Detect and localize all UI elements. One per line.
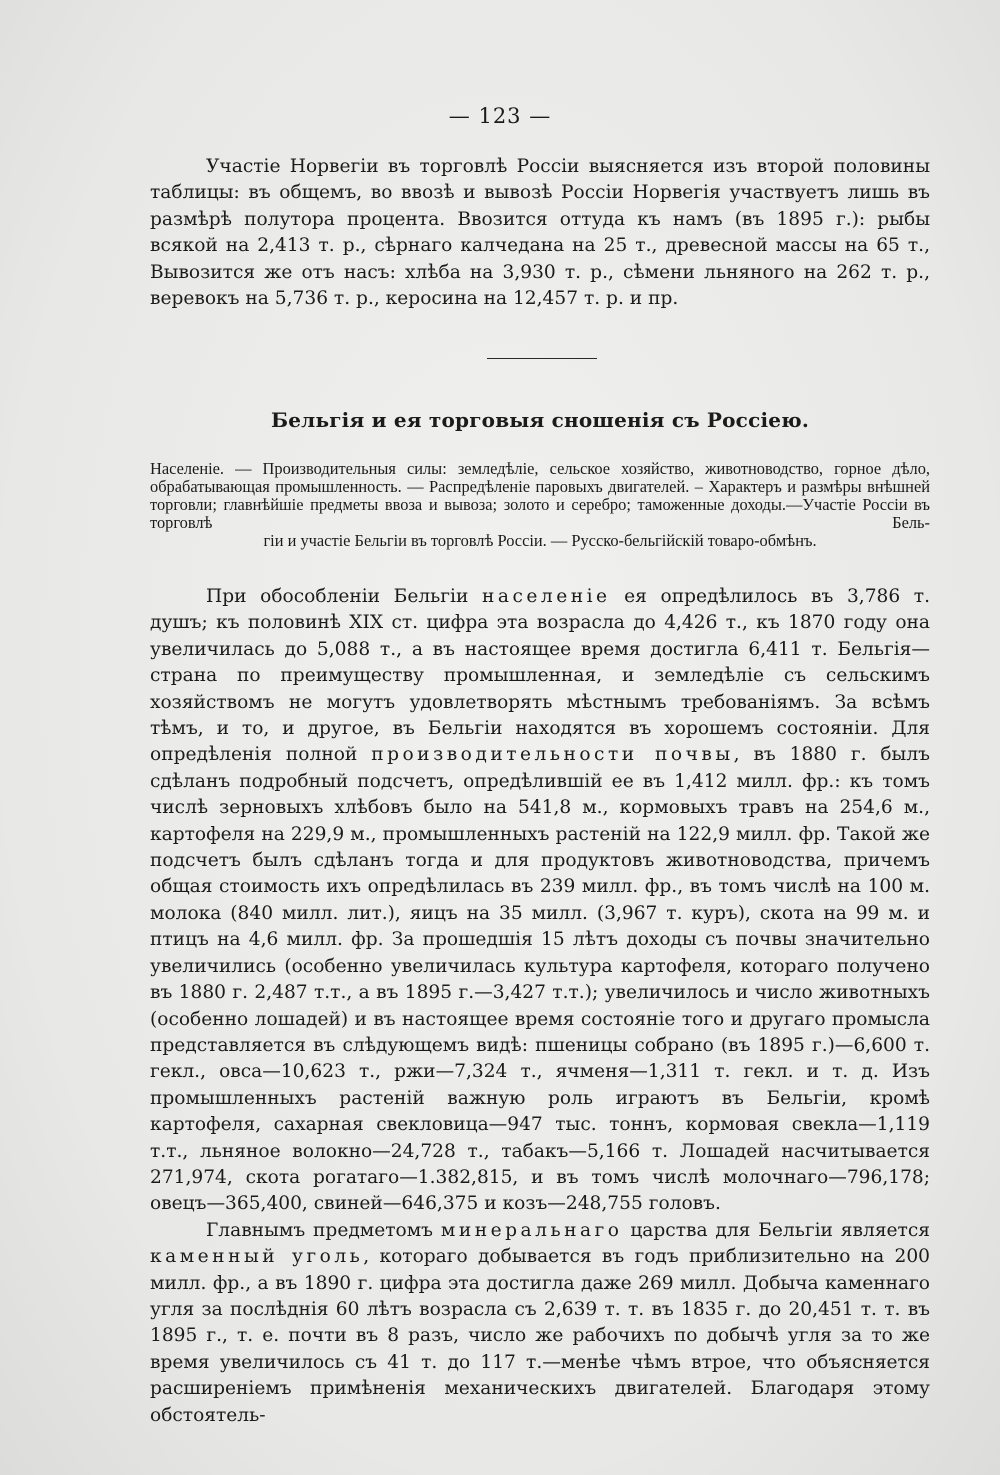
- intro-paragraph: Участіе Норвегіи въ торговлѣ Россіи выясняется изъ второй половины таблицы: въ общемъ, во ввозѣ и вывозѣ Россіи Норвегія участвуетъ лишь въ размѣрѣ полутора процента. Ввозится оттуда къ намъ (въ 1895 г.): рыбы всякой на 2,413 т. р., сѣрнаго калчедана на 25 т., древесной массы на 65 т., Вывозится же отъ насъ: хлѣба на 3,930 т. р., сѣмени льняного на 262 т. р., веревокъ на 5,736 т. р., керосина на 12,457 т. р. и пр.: [150, 156, 930, 310]
- body-paragraph-population: [150, 584, 930, 1218]
- para2-spaced-term-a: минеральнаго: [440, 1219, 623, 1241]
- section-summary: [150, 460, 930, 550]
- para1-text-b: ея опредѣлилось въ 3,786 т. душъ; къ половинѣ XIX ст. цифра эта возрасла до 4,426 т., къ 1870 году она увеличилась до 5,088 т., а въ настоящее время достигла 6,411 т. Бельгія—страна по преимуществу промышленная, и земледѣліе съ сельскимъ хозяйствомъ не могутъ удовлетворять мѣстнымъ требованіямъ. За всѣмъ тѣмъ, и то, и другое, въ Бельгіи находятся въ хорошемъ состояніи. Для опредѣленія полной: [150, 586, 930, 766]
- para2-spaced-term-b: каменный уголь: [150, 1246, 364, 1268]
- para1-text-c: , въ 1880 г. былъ сдѣланъ подробный подсчетъ, опредѣлившій ее въ 1,412 милл. фр.: къ томъ числѣ зерновыхъ хлѣбовъ было на 541,8 м., кормовыхъ травъ на 254,6 м., картофеля на 229,9 м., промышленныхъ растеній на 122,9 милл. фр. Такой же подсчетъ былъ сдѣланъ тогда и для продуктовъ животноводства, причемъ общая стоимость ихъ опредѣлилась въ 239 милл. фр., въ томъ числѣ на 100 м. молока (840 милл. лит.), яицъ на 35 милл. (3,967 т. куръ), скота на 99 м. и птицъ на 4,6 милл. фр. За прошедшія 15 лѣтъ доходы съ почвы значительно увеличились (особенно увеличилась культура картофеля, котораго получено въ 1880 г. 2,487 т.т., а въ 1895 г.—3,427 т.т.); увеличилось и число животныхъ (особенно лошадей) и въ настоящее время состояніе того и другаго промысла представляется въ слѣдующемъ видѣ: пшеницы собрано (въ 1895 г.)—6,600 т. гекл., овса—10,623 т., ржи—7,324 т., ячменя—1,311 т. гекл. и т. д. Изъ промышленныхъ растеній важную роль играютъ въ Бельгіи, кромѣ картофеля, сахарная свекловица—947 тыс. тоннъ, кормовая свекла—1,119 т.т., льняное волокно—24,728 т., табакъ—5,166 т. Лошадей насчитывается 271,974, скота рогатаго—1.382,815, и въ томъ числѣ молочнаго—796,178; овецъ—365,400, свиней—646,375 и козъ—248,755 головъ.: [150, 744, 930, 1215]
- summary-text: Населеніе. — Производительныя силы: земледѣліе, сельское хозяйство, животноводство, горное дѣло, обрабатывающая промышленность. — Распредѣленіе паровыхъ двигателей. – Характеръ и размѣры внѣшней торговли; главнѣйшіе предметы ввоза и вывоза; золото и серебро; таможенные доходы.—Участіе Россіи въ торговлѣ Бель-: [150, 459, 930, 532]
- para1-spaced-term-b: производительности почвы: [371, 744, 734, 766]
- page-number: — 123 —: [448, 104, 552, 128]
- section-divider: [487, 358, 597, 359]
- para2-text-a: Главнымъ предметомъ: [206, 1219, 441, 1241]
- body-paragraph-minerals: [150, 1218, 930, 1429]
- para2-text-b: царства для Бельгіи является: [622, 1219, 930, 1241]
- main-body: [150, 584, 930, 1429]
- para1-spaced-term-a: населеніе: [481, 586, 611, 607]
- summary-last-line: гіи и участіе Бельгіи въ торговлѣ Россіи. — Русско-бельгійскій товаро-обмѣнъ.: [263, 531, 817, 550]
- intro-section: [150, 154, 930, 312]
- section-title: Бельгія и ея торговыя сношенія съ Россіею.: [270, 408, 810, 432]
- para2-text-c: , котораго добывается въ годъ приблизительно на 200 милл. фр., а въ 1890 г. цифра эта достигла даже 269 милл. Добыча каменнаго угля за послѣднія 60 лѣтъ возрасла съ 2,639 т. т. въ 1835 г. до 20,451 т. т. въ 1895 г., т. е. почти въ 8 разъ, число же рабочихъ по добычѣ угля за то же время увеличилось съ 41 т. до 117 т.—менѣе чѣмъ втрое, что объясняется расширеніемъ примѣненія механическихъ двигателей. Благодаря этому обстоятель-: [150, 1246, 931, 1426]
- para1-text-a: При обособленіи Бельгіи: [206, 586, 482, 607]
